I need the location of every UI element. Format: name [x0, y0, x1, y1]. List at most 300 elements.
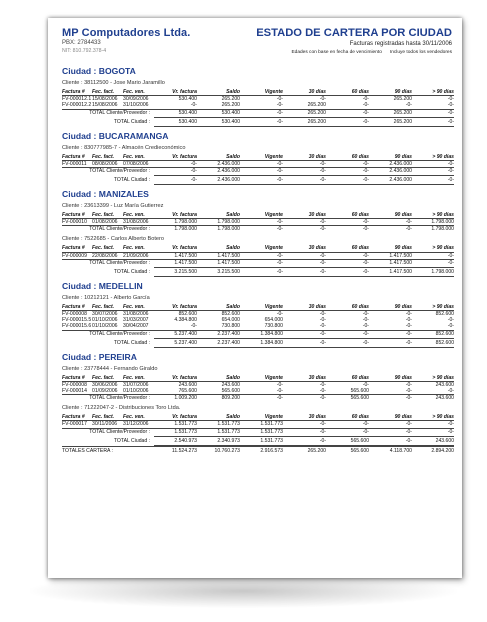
- total-label: TOTAL Cliente/Proveedor :: [62, 330, 154, 338]
- invoice-cell: 01/08/2006: [92, 219, 118, 226]
- column-header: 90 días: [369, 212, 412, 219]
- city-total-table: [62, 338, 454, 348]
- report-note: [291, 50, 452, 55]
- invoice-cell: -0-: [447, 160, 454, 167]
- column-header: Fec. ven.: [123, 304, 154, 311]
- column-header: > 90 días: [412, 414, 454, 421]
- invoice-cell: -0-: [447, 102, 454, 109]
- column-header: Fec. ven.: [123, 212, 154, 219]
- total-value: -0-: [369, 226, 412, 234]
- column-header: Fec. ven.: [123, 245, 154, 252]
- invoice-cell: 31/08/2006: [123, 219, 149, 226]
- invoice-row: [62, 96, 454, 103]
- column-header: Factura #: [62, 304, 92, 311]
- total-value: 530.400: [197, 117, 240, 126]
- invoice-cell: -0-: [276, 219, 283, 226]
- invoice-cell: -0-: [362, 252, 369, 259]
- invoice-cell: 243.600: [178, 381, 197, 388]
- client-total-row: [62, 109, 454, 117]
- table-header-row: [62, 212, 454, 219]
- invoice-cell: 265.200: [221, 102, 240, 109]
- invoice-cell: 31/12/2006: [123, 421, 149, 428]
- invoice-cell: 1.531.773: [217, 421, 240, 428]
- invoice-cell: -0-: [362, 317, 369, 324]
- column-header: Saldo: [197, 212, 240, 219]
- column-header: Fec. ven.: [123, 375, 154, 382]
- column-header: 60 días: [326, 212, 369, 219]
- invoice-cell: 30/11/2006: [92, 421, 118, 428]
- column-header: Vr. factura: [154, 89, 197, 96]
- invoice-cell: -0-: [362, 219, 369, 226]
- city-total-table: [62, 117, 454, 127]
- column-header: > 90 días: [412, 375, 454, 382]
- invoice-cell: -0-: [447, 323, 454, 330]
- invoice-row: [62, 252, 454, 259]
- invoice-cell: 01/10/2006: [123, 388, 149, 395]
- city-total-row: [62, 117, 454, 126]
- invoice-cell: 852.600: [221, 311, 240, 318]
- total-value: -0-: [283, 428, 326, 436]
- invoice-cell: -0-: [319, 421, 326, 428]
- invoice-cell: 530.400: [178, 96, 197, 103]
- column-header: Factura #: [62, 212, 92, 219]
- total-label: TOTALES CARTERA :: [62, 446, 154, 456]
- total-value: 2.540.973: [154, 436, 197, 445]
- column-header: 90 días: [369, 245, 412, 252]
- total-value: -0-: [326, 338, 369, 347]
- total-value: -0-: [412, 176, 454, 185]
- invoice-table: [62, 154, 454, 175]
- invoice-row: [62, 421, 454, 428]
- total-value: -0-: [240, 395, 283, 403]
- column-header: Vr. factura: [154, 414, 197, 421]
- total-value: -0-: [240, 109, 283, 117]
- invoice-cell: 01/09/2006: [92, 388, 118, 395]
- total-value: -0-: [240, 259, 283, 267]
- column-header: > 90 días: [412, 154, 454, 161]
- column-header: 30 días: [283, 212, 326, 219]
- invoice-cell: 1.417.500: [389, 252, 412, 259]
- client-total-row: [62, 259, 454, 267]
- total-value: -0-: [326, 109, 369, 117]
- total-value: -0-: [240, 267, 283, 276]
- invoice-cell: -0-: [276, 102, 283, 109]
- invoice-cell: 31/03/2007: [123, 317, 149, 324]
- total-value: -0-: [283, 395, 326, 403]
- invoice-row: [62, 219, 454, 226]
- total-label: TOTAL Cliente/Proveedor :: [62, 168, 154, 176]
- total-value: -0-: [369, 395, 412, 403]
- total-label: TOTAL Ciudad :: [113, 177, 151, 184]
- invoice-cell: 265.200: [393, 96, 412, 103]
- column-header: Fec. fact.: [92, 414, 123, 421]
- column-header: Saldo: [197, 304, 240, 311]
- client-heading: Cliente : 23613399 - Luz María Gutierrez: [62, 203, 164, 210]
- invoice-cell: -0-: [362, 323, 369, 330]
- column-header: Factura #: [62, 154, 92, 161]
- invoice-cell: -0-: [319, 311, 326, 318]
- table-header-row: [62, 304, 454, 311]
- report-subtitle: Facturas registradas hasta 30/11/2006: [349, 41, 452, 47]
- total-value: 4.118.700: [369, 446, 412, 456]
- total-value: -0-: [369, 330, 412, 338]
- total-value: 1.384.800: [240, 330, 283, 338]
- invoice-cell: FV-000017: [62, 421, 87, 428]
- invoice-cell: -0-: [447, 388, 454, 395]
- company-nit: NIT: 810.792.378-4: [62, 48, 107, 54]
- invoice-cell: 21/09/2006: [123, 252, 149, 259]
- total-value: 1.009.200: [154, 395, 197, 403]
- invoice-cell: 1.798.000: [217, 219, 240, 226]
- total-value: -0-: [154, 168, 197, 176]
- invoice-cell: 852.600: [178, 311, 197, 318]
- column-header: 30 días: [283, 304, 326, 311]
- total-value: 1.384.800: [240, 338, 283, 347]
- grand-total-row: [62, 446, 454, 456]
- total-value: -0-: [412, 168, 454, 176]
- client-total-row: [62, 428, 454, 436]
- invoice-cell: FV-000008: [62, 311, 87, 318]
- invoice-cell: -0-: [405, 102, 412, 109]
- total-value: 565.600: [326, 395, 369, 403]
- client-heading: Cliente : 7522685 - Carlos Alberto Botero: [62, 236, 164, 243]
- invoice-cell: -0-: [405, 311, 412, 318]
- column-header: Factura #: [62, 375, 92, 382]
- invoice-cell: -0-: [190, 102, 197, 109]
- column-header: Saldo: [197, 245, 240, 252]
- column-header: > 90 días: [412, 304, 454, 311]
- total-value: 530.400: [154, 109, 197, 117]
- column-header: Saldo: [197, 375, 240, 382]
- column-header: Vigente: [240, 89, 283, 96]
- invoice-cell: 30/06/2006: [92, 381, 118, 388]
- client-heading: Cliente : 71222047-2 - Distribuciones Toro Ltda.: [62, 405, 181, 412]
- total-value: -0-: [326, 226, 369, 234]
- column-header: Vr. factura: [154, 154, 197, 161]
- invoice-cell: -0-: [276, 388, 283, 395]
- total-value: 265.200: [283, 446, 326, 456]
- invoice-cell: -0-: [405, 317, 412, 324]
- total-value: -0-: [326, 259, 369, 267]
- column-header: 30 días: [283, 414, 326, 421]
- note-aging-basis: Edades con base en fecha de vencimiento: [291, 50, 382, 55]
- column-header: 60 días: [326, 375, 369, 382]
- invoice-table: [62, 245, 454, 266]
- invoice-table: [62, 304, 454, 338]
- city-heading: Ciudad : BUCARAMANGA: [62, 130, 169, 141]
- column-header: Fec. ven.: [123, 154, 154, 161]
- invoice-cell: 08/08/2006: [92, 160, 118, 167]
- invoice-cell: 765.600: [178, 388, 197, 395]
- invoice-cell: 565.600: [350, 388, 369, 395]
- client-heading: Cliente : 38112500 - Jose Mario Jaramillo: [62, 80, 165, 86]
- total-value: 1.531.773: [197, 428, 240, 436]
- total-value: 3.215.500: [154, 267, 197, 276]
- total-value: -0-: [326, 117, 369, 126]
- invoice-cell: 2.436.000: [217, 160, 240, 167]
- column-header: Saldo: [197, 89, 240, 96]
- invoice-cell: FV-000015.5: [62, 317, 92, 324]
- client-heading: Cliente : 10212121 - Alberto García: [62, 294, 150, 301]
- invoice-table: [62, 414, 454, 435]
- total-value: 2.237.400: [197, 330, 240, 338]
- invoice-cell: FV-000009: [62, 252, 87, 259]
- column-header: Vr. factura: [154, 375, 197, 382]
- table-header-row: [62, 89, 454, 96]
- column-header: Fec. ven.: [123, 414, 154, 421]
- total-value: 10.760.273: [197, 446, 240, 456]
- invoice-cell: -0-: [319, 252, 326, 259]
- invoice-table: [62, 375, 454, 403]
- column-header: Vr. factura: [154, 212, 197, 219]
- column-header: 60 días: [326, 154, 369, 161]
- column-header: Fec. fact.: [92, 304, 123, 311]
- total-value: 265.200: [369, 117, 412, 126]
- invoice-cell: FV-000011: [62, 160, 87, 167]
- total-value: 530.400: [197, 109, 240, 117]
- column-header: 90 días: [369, 154, 412, 161]
- total-value: -0-: [326, 330, 369, 338]
- column-header: 90 días: [369, 89, 412, 96]
- total-value: 565.600: [326, 436, 369, 445]
- invoice-cell: 265.200: [307, 102, 326, 109]
- invoice-cell: 31/10/2006: [123, 102, 149, 109]
- invoice-cell: -0-: [319, 160, 326, 167]
- invoice-cell: 4.384.800: [174, 317, 197, 324]
- total-value: 565.600: [326, 446, 369, 456]
- invoice-cell: -0-: [447, 252, 454, 259]
- invoice-cell: 30/04/2007: [123, 323, 149, 330]
- city-heading: Ciudad : PEREIRA: [62, 351, 137, 362]
- total-value: -0-: [326, 176, 369, 185]
- invoice-row: [62, 388, 454, 395]
- total-value: -0-: [154, 176, 197, 185]
- table-header-row: [62, 375, 454, 382]
- column-header: Vr. factura: [154, 245, 197, 252]
- column-header: 30 días: [283, 245, 326, 252]
- column-header: 90 días: [369, 304, 412, 311]
- column-header: Vigente: [240, 245, 283, 252]
- invoice-table: [62, 212, 454, 233]
- invoice-cell: FV-000012.1: [62, 96, 92, 103]
- total-label: TOTAL Cliente/Proveedor :: [62, 226, 154, 234]
- invoice-cell: -0-: [405, 388, 412, 395]
- total-value: 2.916.573: [240, 446, 283, 456]
- city-heading: Ciudad : BOGOTA: [62, 66, 136, 76]
- total-value: 1.531.773: [240, 436, 283, 445]
- report-body: [62, 62, 454, 456]
- total-value: -0-: [283, 176, 326, 185]
- total-value: 1.417.500: [369, 267, 412, 276]
- total-value: 2.436.000: [369, 176, 412, 185]
- invoice-cell: 07/08/2006: [123, 160, 149, 167]
- column-header: Fec. fact.: [92, 89, 123, 96]
- invoice-cell: 1.798.000: [431, 219, 454, 226]
- invoice-cell: FV-000010: [62, 219, 87, 226]
- city-total-row: [62, 338, 454, 347]
- total-value: 1.417.500: [369, 259, 412, 267]
- invoice-cell: -0-: [319, 388, 326, 395]
- invoice-cell: -0-: [362, 160, 369, 167]
- company-name: MP Computadores Ltda.: [62, 27, 191, 39]
- column-header: Vigente: [240, 375, 283, 382]
- invoice-cell: 654.000: [221, 317, 240, 324]
- total-value: -0-: [283, 338, 326, 347]
- invoice-cell: -0-: [190, 160, 197, 167]
- total-label: TOTAL Cliente/Proveedor :: [62, 428, 154, 436]
- column-header: Fec. fact.: [92, 245, 123, 252]
- city-total-row: [62, 176, 454, 185]
- invoice-row: [62, 381, 454, 388]
- table-header-row: [62, 414, 454, 421]
- column-header: Factura #: [62, 89, 92, 96]
- company-phone: PBX: 2784433: [62, 40, 101, 46]
- invoice-cell: 654.000: [264, 317, 283, 324]
- invoice-row: [62, 102, 454, 109]
- invoice-row: [62, 311, 454, 318]
- table-header-row: [62, 154, 454, 161]
- invoice-cell: FV-000014: [62, 388, 87, 395]
- total-value: 2.436.000: [197, 168, 240, 176]
- note-sellers: Incluye todos los vendedores: [389, 50, 452, 55]
- invoice-cell: 1.417.500: [217, 252, 240, 259]
- total-value: -0-: [240, 168, 283, 176]
- total-value: 1.531.773: [154, 428, 197, 436]
- page-shadow: [30, 574, 457, 608]
- client-total-row: [62, 330, 454, 338]
- invoice-cell: -0-: [276, 160, 283, 167]
- total-value: -0-: [240, 226, 283, 234]
- column-header: 90 días: [369, 375, 412, 382]
- client-heading: Cliente : 830777985-7 - Almacén Credieconómico: [62, 144, 186, 151]
- invoice-cell: -0-: [362, 381, 369, 388]
- total-value: -0-: [369, 428, 412, 436]
- total-value: 2.340.973: [197, 436, 240, 445]
- client-total-row: [62, 395, 454, 403]
- invoice-cell: -0-: [319, 96, 326, 103]
- total-value: 243.600: [412, 436, 454, 445]
- column-header: 60 días: [326, 414, 369, 421]
- total-value: -0-: [240, 176, 283, 185]
- total-value: -0-: [369, 436, 412, 445]
- invoice-row: [62, 160, 454, 167]
- invoice-cell: 565.600: [221, 388, 240, 395]
- total-label: TOTAL Ciudad :: [113, 118, 151, 125]
- client-heading: Cliente : 23778444 - Fernando Giraldo: [62, 365, 158, 372]
- column-header: Fec. ven.: [123, 89, 154, 96]
- column-header: Vigente: [240, 212, 283, 219]
- invoice-cell: 243.600: [221, 381, 240, 388]
- total-value: 852.600: [412, 330, 454, 338]
- column-header: > 90 días: [412, 89, 454, 96]
- column-header: Vigente: [240, 414, 283, 421]
- invoice-cell: 852.600: [435, 311, 454, 318]
- column-header: Fec. fact.: [92, 375, 123, 382]
- invoice-cell: -0-: [447, 96, 454, 103]
- city-total-table: [62, 267, 454, 277]
- invoice-table: [62, 89, 454, 117]
- invoice-cell: 30/07/2006: [92, 311, 118, 318]
- invoice-cell: 730.800: [264, 323, 283, 330]
- invoice-cell: 01/10/2006: [92, 317, 118, 324]
- column-header: Fec. fact.: [92, 154, 123, 161]
- invoice-row: [62, 323, 454, 330]
- total-value: 2.237.400: [197, 338, 240, 347]
- invoice-cell: -0-: [362, 311, 369, 318]
- column-header: Vigente: [240, 304, 283, 311]
- total-value: 1.798.000: [197, 226, 240, 234]
- invoice-cell: -0-: [405, 421, 412, 428]
- invoice-cell: 15/08/2006: [92, 102, 118, 109]
- invoice-cell: 01/10/2006: [92, 323, 118, 330]
- column-header: 30 días: [283, 375, 326, 382]
- client-total-row: [62, 226, 454, 234]
- invoice-cell: 31/08/2006: [123, 311, 149, 318]
- invoice-cell: 265.200: [221, 96, 240, 103]
- city-heading: Ciudad : MEDELLIN: [62, 280, 143, 291]
- total-value: 5.237.400: [154, 338, 197, 347]
- total-value: 809.200: [197, 395, 240, 403]
- invoice-cell: 30/09/2006: [123, 96, 149, 103]
- total-value: 3.215.500: [197, 267, 240, 276]
- invoice-cell: -0-: [319, 323, 326, 330]
- invoice-cell: -0-: [362, 102, 369, 109]
- total-value: -0-: [326, 168, 369, 176]
- total-value: 1.798.000: [154, 226, 197, 234]
- total-value: 1.798.000: [412, 267, 454, 276]
- column-header: 90 días: [369, 414, 412, 421]
- total-label: TOTAL Ciudad :: [113, 268, 151, 275]
- city-heading: Ciudad : MANIZALES: [62, 189, 149, 200]
- total-value: -0-: [326, 267, 369, 276]
- column-header: Factura #: [62, 414, 92, 421]
- invoice-cell: -0-: [319, 219, 326, 226]
- total-value: -0-: [283, 168, 326, 176]
- total-label: TOTAL Cliente/Proveedor :: [62, 259, 154, 267]
- invoice-cell: 730.800: [221, 323, 240, 330]
- invoice-cell: -0-: [319, 317, 326, 324]
- total-value: 265.200: [369, 109, 412, 117]
- client-total-row: [62, 168, 454, 176]
- invoice-cell: 22/08/2006: [92, 252, 118, 259]
- total-label: TOTAL Ciudad :: [113, 437, 151, 444]
- invoice-cell: -0-: [405, 323, 412, 330]
- total-value: 1.417.500: [154, 259, 197, 267]
- invoice-cell: 1.531.773: [260, 421, 283, 428]
- total-value: -0-: [283, 330, 326, 338]
- invoice-cell: -0-: [405, 381, 412, 388]
- invoice-cell: FV-000015.6: [62, 323, 92, 330]
- invoice-cell: 243.600: [435, 381, 454, 388]
- invoice-cell: 1.417.500: [174, 252, 197, 259]
- total-value: -0-: [283, 436, 326, 445]
- total-value: 1.531.773: [240, 428, 283, 436]
- column-header: 60 días: [326, 304, 369, 311]
- invoice-cell: -0-: [276, 96, 283, 103]
- total-value: -0-: [412, 117, 454, 126]
- grand-total-table: [62, 446, 454, 456]
- total-value: -0-: [326, 428, 369, 436]
- invoice-cell: 1.531.773: [174, 421, 197, 428]
- invoice-cell: 1.798.000: [174, 219, 197, 226]
- total-value: -0-: [283, 259, 326, 267]
- city-total-table: [62, 175, 454, 185]
- total-value: 243.600: [412, 395, 454, 403]
- total-value: -0-: [412, 428, 454, 436]
- total-value: -0-: [412, 259, 454, 267]
- invoice-cell: 2.436.000: [389, 160, 412, 167]
- column-header: > 90 días: [412, 245, 454, 252]
